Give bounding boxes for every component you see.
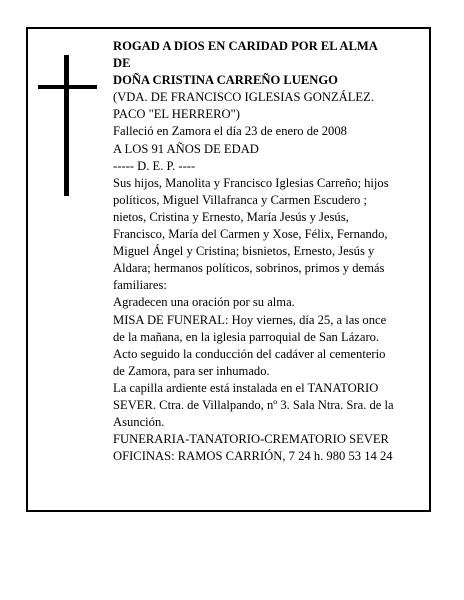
body-line: Miguel Ángel y Cristina; bisnietos, Ernesto, Jesús y	[113, 244, 375, 259]
heading-line: ROGAD A DIOS EN CARIDAD POR EL ALMA	[113, 39, 378, 53]
cross-vertical-bar	[64, 55, 69, 196]
heading-line: DE	[113, 56, 131, 71]
body-line: PACO "EL HERRERO")	[113, 107, 240, 122]
cross-horizontal-bar	[38, 85, 97, 89]
body-line: Acto seguido la conducción del cadáver al cementerio	[113, 346, 386, 361]
body-line: FUNERARIA-TANATORIO-CREMATORIO SEVER	[113, 432, 389, 447]
body-line: Aldara; hermanos políticos, sobrinos, primos y demás	[113, 261, 385, 276]
body-line: Asunción.	[113, 415, 165, 430]
body-line: MISA DE FUNERAL: Hoy viernes, día 25, a las once	[113, 312, 387, 327]
body-line: Agradecen una oración por su alma.	[113, 295, 295, 310]
body-line: políticos, Miguel Villafranca y Carmen Escudero ;	[113, 192, 367, 207]
obituary-text	[113, 38, 425, 465]
body-line: SEVER. Ctra. de Villalpando, nº 3. Sala Ntra. Sra. de la	[113, 397, 394, 412]
body-line: nietos, Cristina y Ernesto, María Jesús y Jesús,	[113, 209, 349, 224]
body-line: La capilla ardiente está instalada en el TANATORIO	[113, 380, 379, 395]
body-line: ----- D. E. P. ----	[113, 158, 196, 173]
body-line: Francisco, María del Carmen y Xose, Félix, Fernando,	[113, 227, 388, 242]
body-line: Sus hijos, Manolita y Francisco Iglesias Carreño; hijos	[113, 175, 389, 190]
body-line: Falleció en Zamora el día 23 de enero de 2008	[113, 124, 347, 139]
body-line: A LOS 91 AÑOS DE EDAD	[113, 141, 259, 156]
body-line: de Zamora, para ser inhumado.	[113, 363, 270, 378]
body-line: de la mañana, en la iglesia parroquial de San Lázaro.	[113, 329, 380, 344]
body-line: OFICINAS: RAMOS CARRIÓN, 7 24 h. 980 53 14 24	[113, 449, 393, 464]
body-line: (VDA. DE FRANCISCO IGLESIAS GONZÁLEZ.	[113, 90, 374, 105]
deceased-name: DOÑA CRISTINA CARREÑO LUENGO	[113, 73, 338, 88]
body-line: familiares:	[113, 278, 167, 293]
